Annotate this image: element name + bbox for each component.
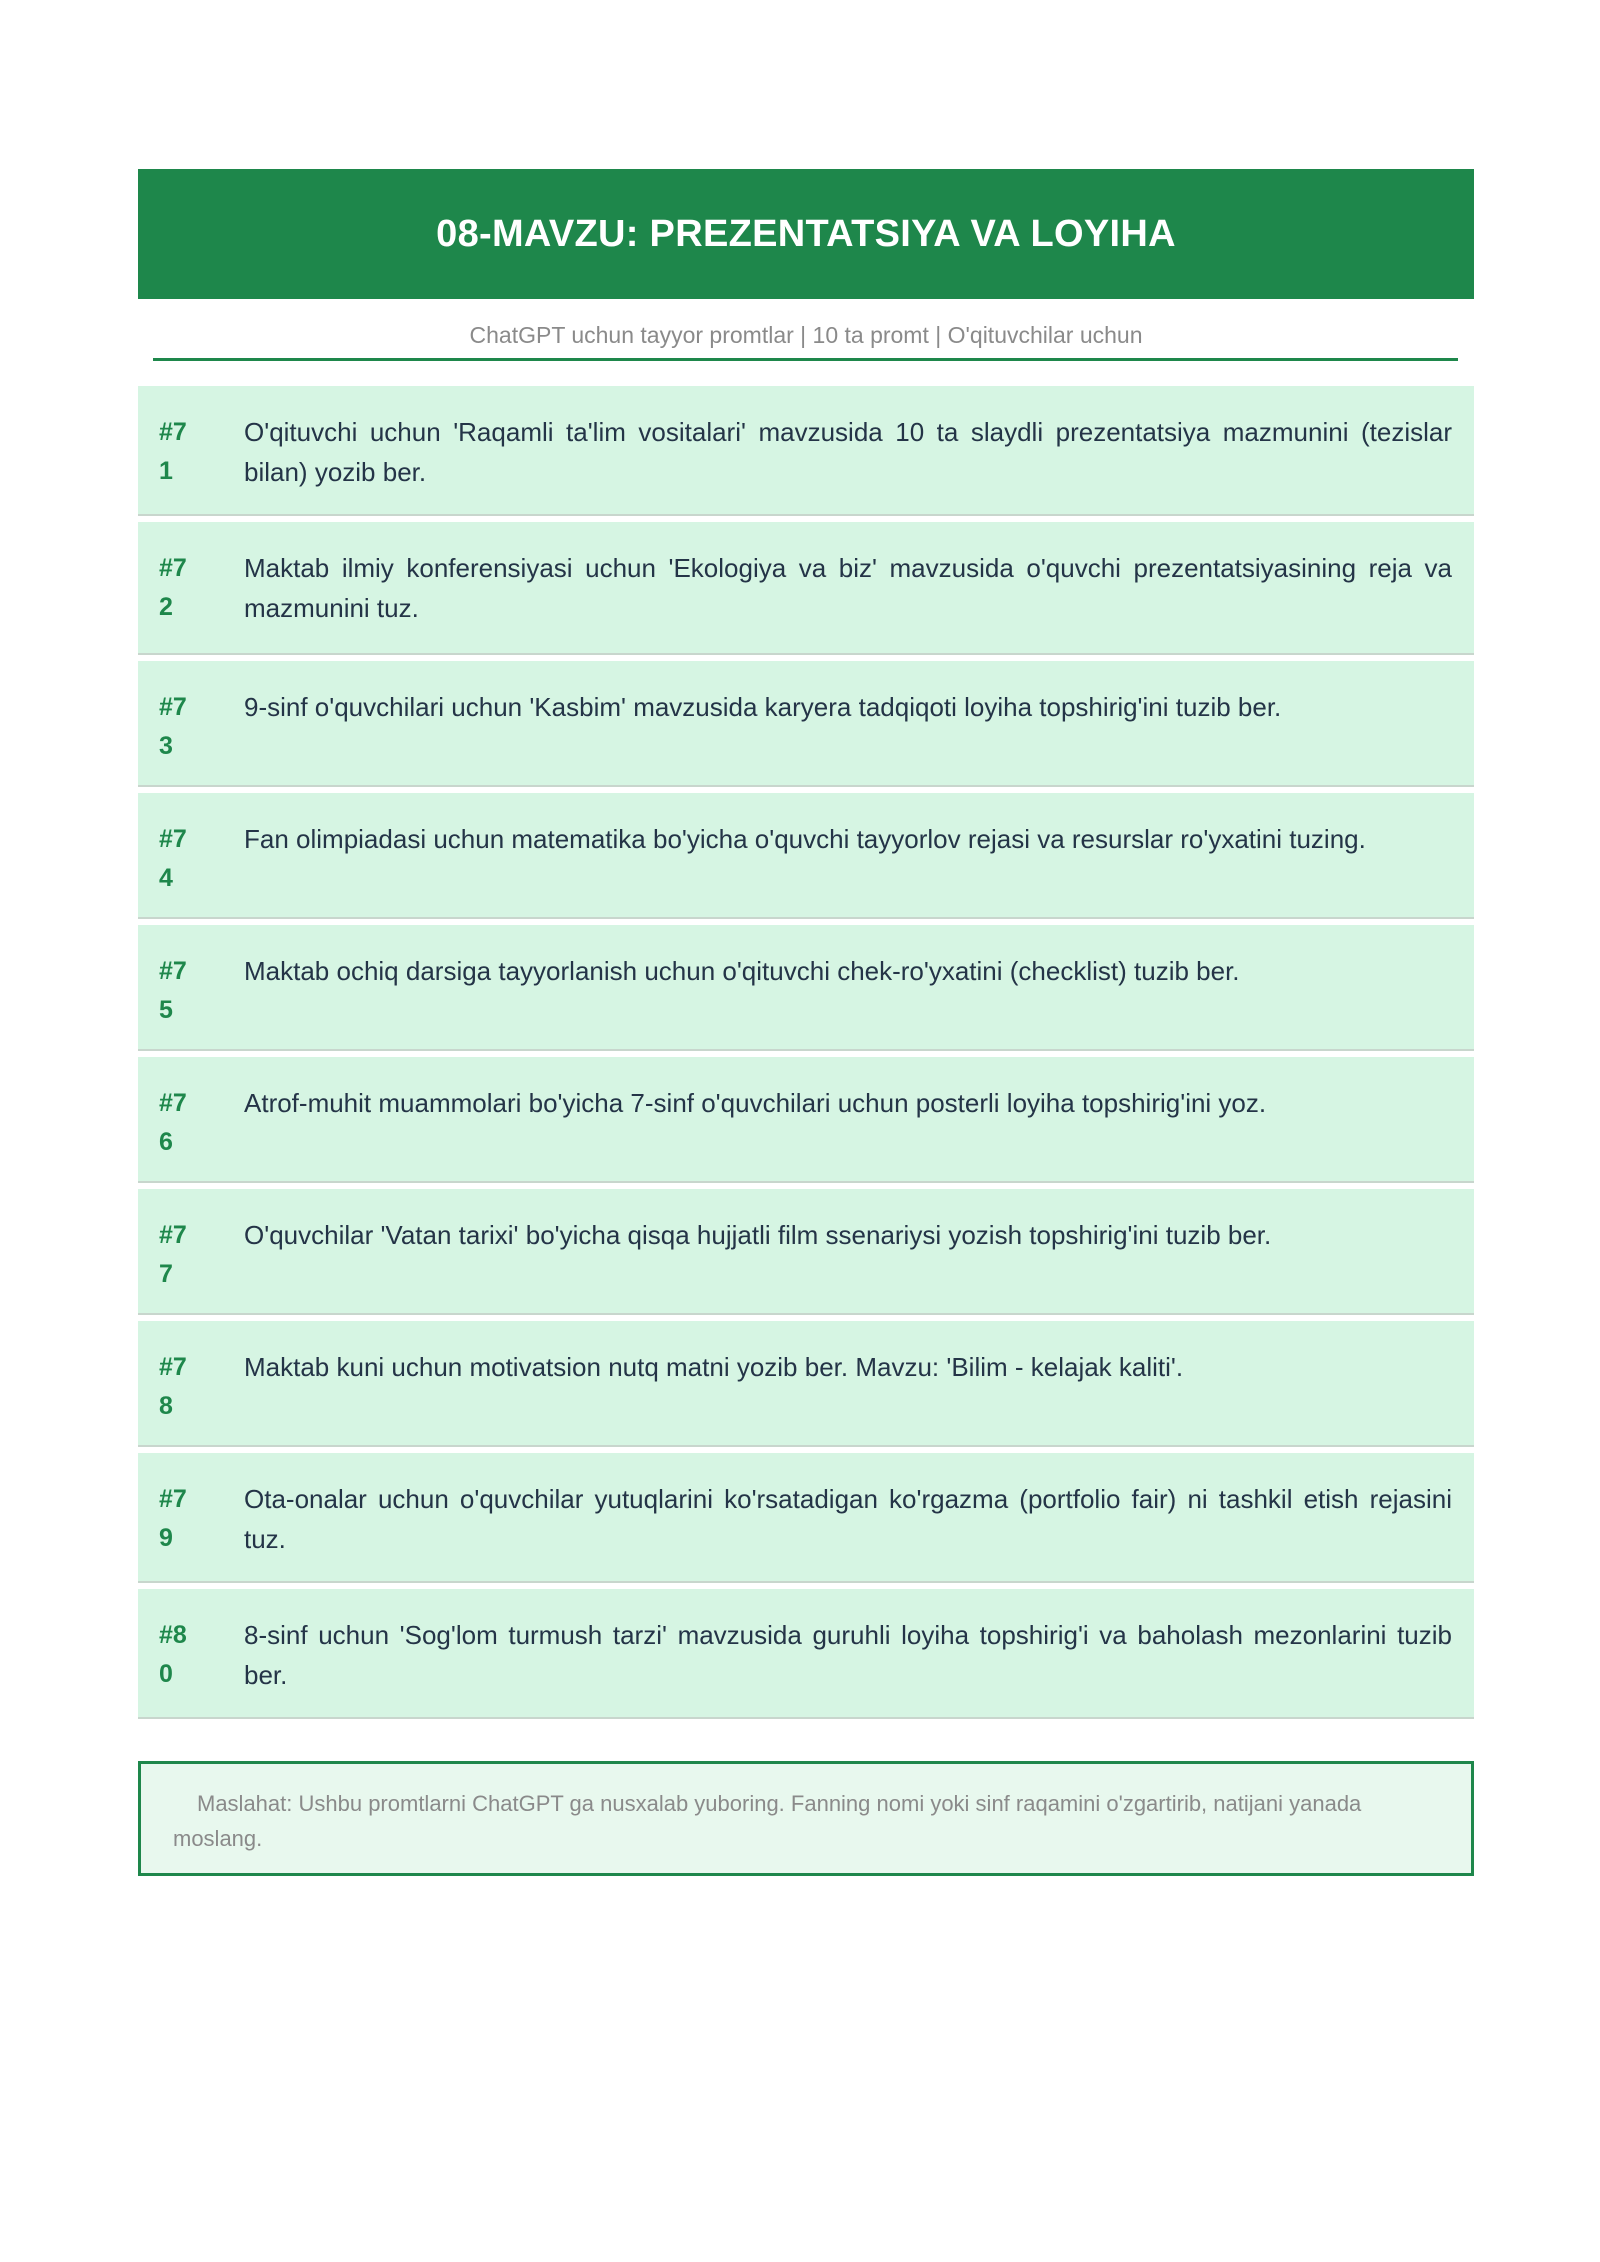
prompt-number: #78 (159, 1353, 187, 1420)
prompt-list (138, 386, 1474, 1725)
prompt-item-72 (138, 522, 1474, 655)
prompt-text: Ota-onalar uchun o'quvchilar yutuqlarini ko'rsatadigan ko'rgazma (portfolio fair) ni tashkil etish rejasini tuz. (244, 1484, 1452, 1554)
prompt-number: #72 (159, 554, 187, 621)
prompt-number: #73 (159, 693, 187, 760)
prompt-text: Fan olimpiadasi uchun matematika bo'yicha o'quvchi tayyorlov rejasi va resurslar ro'yxatini tuzing. (244, 824, 1366, 854)
prompt-number: #71 (159, 418, 187, 485)
prompt-text: 9-sinf o'quvchilari uchun 'Kasbim' mavzusida karyera tadqiqoti loyiha topshirig'ini tuzib ber. (244, 692, 1282, 722)
prompt-item-80 (138, 1589, 1474, 1719)
prompt-number: #77 (159, 1221, 187, 1288)
prompt-item-76 (138, 1057, 1474, 1183)
prompt-item-71 (138, 386, 1474, 516)
prompt-number: #76 (159, 1089, 187, 1156)
page-title: 08-MAVZU: PREZENTATSIYA VA LOYIHA (436, 212, 1176, 255)
prompt-item-74 (138, 793, 1474, 919)
subtitle-divider (153, 358, 1458, 361)
prompt-item-77 (138, 1189, 1474, 1315)
prompt-item-75 (138, 925, 1474, 1051)
page-subtitle: ChatGPT uchun tayyor promtlar | 10 ta promt | O'qituvchilar uchun (469, 322, 1143, 348)
prompt-number: #75 (159, 957, 187, 1024)
tip-box (138, 1761, 1474, 1876)
prompt-number: #79 (159, 1485, 187, 1552)
prompt-item-73 (138, 661, 1474, 787)
prompt-text: Maktab kuni uchun motivatsion nutq matni yozib ber. Mavzu: 'Bilim - kelajak kaliti'. (244, 1352, 1184, 1382)
prompt-item-78 (138, 1321, 1474, 1447)
prompt-text: Maktab ochiq darsiga tayyorlanish uchun o'qituvchi chek-ro'yxatini (checklist) tuzib ber. (244, 956, 1240, 986)
prompt-text: O'quvchilar 'Vatan tarixi' bo'yicha qisqa hujjatli film ssenariysi yozish topshirig'ini tuzib ber. (244, 1220, 1272, 1250)
title-banner (138, 169, 1474, 299)
tip-text: Maslahat: Ushbu promtlarni ChatGPT ga nusxalab yuboring. Fanning nomi yoki sinf raqamini o'zgartirib, natijani yanada moslang. (173, 1791, 1362, 1851)
prompt-number: #80 (159, 1621, 187, 1688)
prompt-text: 8-sinf uchun 'Sog'lom turmush tarzi' mavzusida guruhli loyiha topshirig'i va baholash mezonlarini tuzib ber. (244, 1620, 1452, 1690)
prompt-text: Maktab ilmiy konferensiyasi uchun 'Ekologiya va biz' mavzusida o'quvchi prezentatsiyasining reja va mazmunini tuz. (244, 553, 1452, 623)
prompt-text: O'qituvchi uchun 'Raqamli ta'lim vositalari' mavzusida 10 ta slaydli prezentatsiya mazmunini (tezislar bilan) yozib ber. (244, 417, 1452, 487)
prompt-item-79 (138, 1453, 1474, 1583)
prompt-number: #74 (159, 825, 187, 892)
prompt-text: Atrof-muhit muammolari bo'yicha 7-sinf o'quvchilari uchun posterli loyiha topshirig'ini yoz. (244, 1088, 1267, 1118)
